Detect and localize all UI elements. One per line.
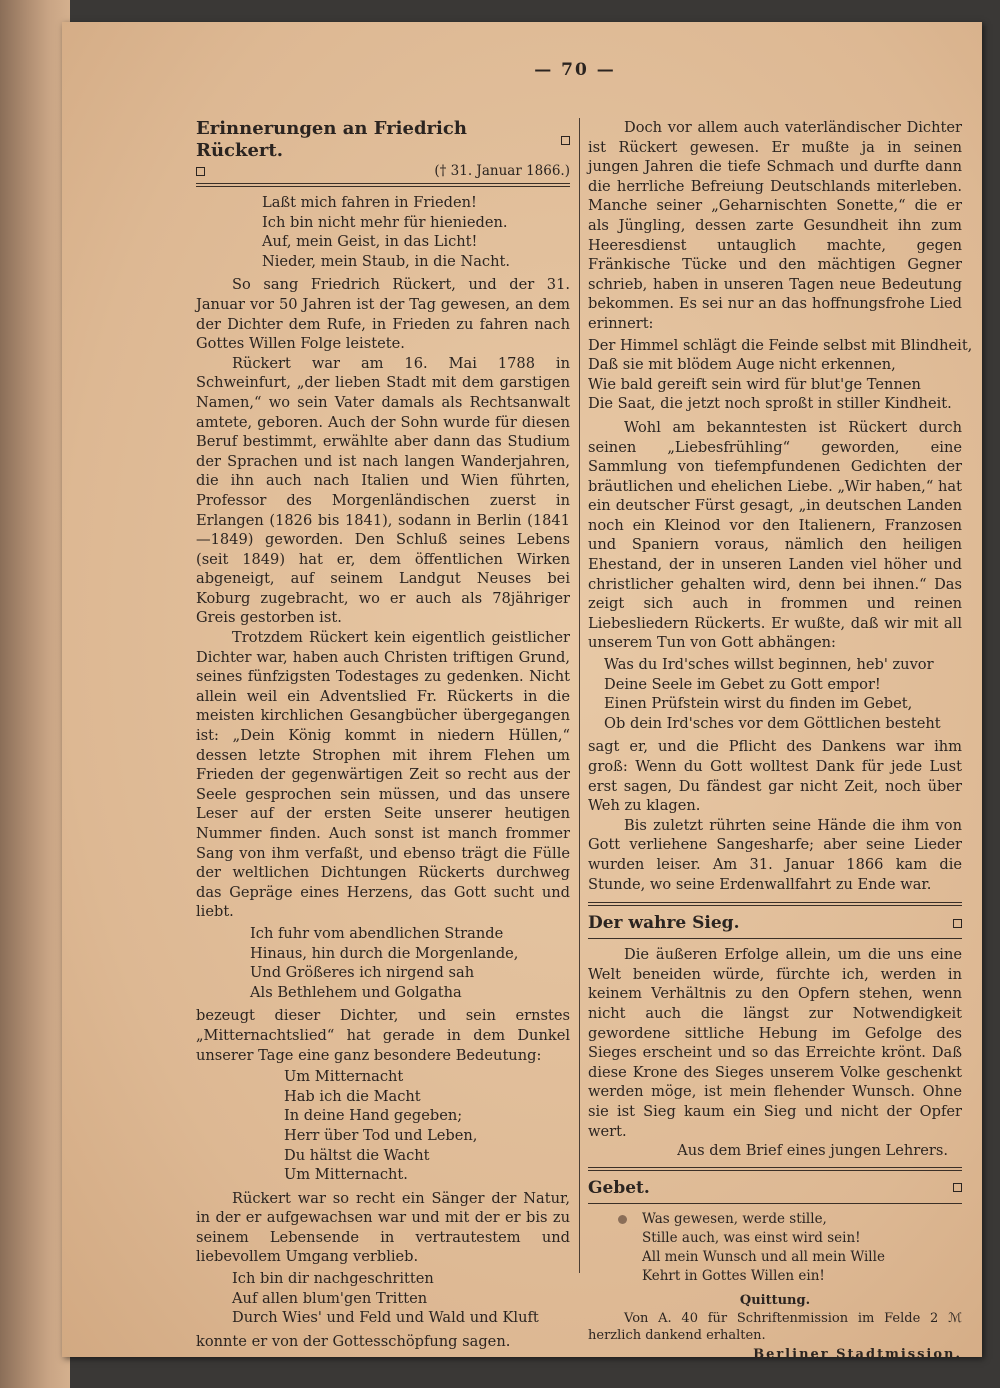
article-title-row <box>196 118 570 162</box>
section-title-row <box>588 1177 962 1199</box>
verse-line: Einen Prüfstein wirst du finden im Gebet, <box>604 695 913 713</box>
paragraph: Bis zuletzt rührten seine Hände die ihm von Gott verliehene Sangesharfe; aber seine Lieder wurden leiser. Am 31. Januar 1866 kam die Stunde, wo seine Erdenwallfahrt zu Ende war. <box>588 816 962 893</box>
verse-abendlichen-strande <box>250 924 570 1002</box>
verse-line: Und Größeres ich nirgend sah <box>250 964 475 982</box>
paragraph: konnte er von der Gottesschöpfung sagen. <box>196 1332 511 1350</box>
death-date: († 31. Januar 1866.) <box>434 163 570 179</box>
verse-line: Was gewesen, werde stille, <box>642 1210 962 1229</box>
verse-line: Durch Wies' und Feld und Wald und Kluft <box>232 1309 539 1327</box>
paragraph: sagt er, und die Pflicht des Dankens war ihm groß: Wenn du Gott wolltest Dank für jede Lust erst sagen, Du fändest gar nicht Zeit, noch über Weh zu klagen. <box>588 738 962 815</box>
verse-mitternacht <box>284 1067 570 1185</box>
section-title: Der wahre Sieg. <box>588 913 740 934</box>
verse-line: Auf allen blum'gen Tritten <box>232 1289 428 1307</box>
paragraph: Die äußeren Erfolge allein, um die uns eine Welt beneiden würde, fürchte ich, werden in keinem Verhältnis zu den Opfern stehen, wenn nicht auch die längst zur Notwendigkeit gewordene sittliche Hebung im Gefolge des Sieges erscheint und so das Erreichte krönt. Daß diese Krone des Sieges unserem Volke geschenkt werden möge, ist mein flehender Wunsch. Ohne sie ist Sieg kaum ein Sieg und nicht der Opfer wert. <box>588 946 962 1140</box>
paper-stain-icon <box>618 1215 627 1224</box>
verse-laszt-mich <box>262 193 570 271</box>
verse-nachgeschritten <box>232 1269 570 1328</box>
verse-line: Kehrt in Gottes Willen ein! <box>642 1267 825 1284</box>
receipt-signature: Berliner Stadtmission. <box>753 1346 962 1362</box>
paragraph: bezeugt dieser Dichter, und sein ernstes „Mitternachtslied“ hat gerade in dem Dunkel unserer Tage eine ganz besondere Bedeutung: <box>196 1007 570 1064</box>
prayer-verse <box>642 1210 962 1286</box>
right-column <box>588 118 973 1364</box>
verse-line: In deine Hand gegeben; <box>284 1107 463 1125</box>
verse-line: Ob dein Ird'sches vor dem Göttlichen besteht <box>604 714 941 732</box>
verse-line: Als Bethlehem und Golgatha <box>250 983 462 1001</box>
verse-line: Du hältst die Wacht <box>284 1146 430 1164</box>
verse-irdsches <box>604 655 962 733</box>
verse-line: Laßt mich fahren in Frieden! <box>262 194 477 211</box>
book-spine-edge <box>0 0 70 1388</box>
paragraph: Rückert war am 16. Mai 1788 in Schweinfurt, „der lieben Stadt mit dem garstigen Namen,“ wo sein Vater damals als Rechtsanwalt amtete, geboren. Auch der Sohn wurde für diesen Beruf bestimmt, erwählte aber dann das Studium der Sprachen und ist nach langen Wanderjahren, die ihn auch nach Italien und Wien führten, Professor des Morgenländischen zuerst in Erlangen (1826 bis 1841), sodann in Berlin (1841—1849) geworden. Den Schluß seines Lebens (seit 1849) hat er, dem öffentlichen Wirken abgeneigt, auf seinem Landgut Neuses bei Koburg zugebracht, wo er auch als 78jähriger Greis gestorben ist. <box>196 354 570 627</box>
receipt-text: Von A. 40 für Schriftenmission im Felde 2 ℳ herzlich dankend erhalten. <box>588 1310 962 1343</box>
verse-line: All mein Wunsch und all mein Wille <box>642 1248 885 1265</box>
section-rule <box>588 1167 962 1171</box>
verse-line: Ich bin dir nachgeschritten <box>232 1270 434 1288</box>
article-subtitle-row <box>196 162 570 180</box>
ornament-square-icon <box>953 1183 962 1192</box>
paragraph: Trotzdem Rückert kein eigentlich geistlicher Dichter war, haben auch Christen triftigen Grund, seines fünfzigsten Todestages zu gedenken. Nicht allein weil ein Adventslied Fr. Rückerts in die meisten kirchlichen Gesangbücher übergegangen ist: „Dein König kommt in niedern Hüllen,“ dessen letzte Strophen mit ihrem Flehen um Frieden der gegenwärtigen Zeit so recht aus der Seele gesprochen sein müssen, und das unsere Leser auf der ersten Seite unserer heutigen Nummer finden. Auch sonst ist manch frommer Sang von ihm verfaßt, und ebenso trägt die Fülle der weltlichen Dichtungen Rückerts durchweg das Gepräge eines Herzens, das Gott sucht und liebt. <box>196 629 570 921</box>
page-number: — 70 — <box>534 60 616 80</box>
verse-line: Was du Ird'sches willst beginnen, heb' zuvor <box>604 656 934 674</box>
paragraph: So sang Friedrich Rückert, und der 31. Januar vor 50 Jahren ist der Tag gewesen, an dem der Dichter dem Rufe, in Frieden zu fahren nach Gottes Willen Folge leistete. <box>196 276 570 353</box>
section-rule <box>588 1203 962 1204</box>
section-rule <box>588 902 962 906</box>
verse-line: Der Himmel schlägt die Feinde selbst mit Blindheit, <box>588 336 973 354</box>
section-rule <box>588 938 962 939</box>
section-title-row <box>588 912 962 934</box>
column-divider <box>579 118 580 1273</box>
left-column <box>196 118 570 1351</box>
article-title: Erinnerungen an Friedrich Rückert. <box>196 118 467 161</box>
title-rule <box>196 183 570 187</box>
verse-line: Deine Seele im Gebet zu Gott empor! <box>604 675 881 693</box>
ornament-square-icon <box>953 919 962 928</box>
ornament-square-icon <box>561 136 570 145</box>
source-signature: Aus dem Brief eines jungen Lehrers. <box>677 1142 948 1160</box>
verse-line: Ich bin nicht mehr für hienieden. <box>262 213 508 231</box>
verse-line: Herr über Tod und Leben, <box>284 1126 478 1144</box>
ornament-square-icon <box>196 167 205 176</box>
paragraph: Doch vor allem auch vaterländischer Dichter ist Rückert gewesen. Er mußte ja in seinen jungen Jahren die tiefe Schmach und durfte dann die herrliche Befreiung Deutschlands miterleben. Manche seiner „Geharnischten Sonette,“ die er als Jüngling, dessen zarte Gesundheit ihn zum Heeresdienst untauglich machte, gegen Fränkische Tücke und den mächtigen Gegner schrieb, haben in unseren Tagen neue Bedeutung bekommen. Es sei nur an das hoffnungsfrohe Lied erinnert: <box>588 119 962 332</box>
verse-line: Auf, mein Geist, in das Licht! <box>262 233 478 251</box>
verse-line: Hab ich die Macht <box>284 1087 421 1105</box>
receipt-title: Quittung. <box>739 1292 811 1308</box>
paragraph: Wohl am bekanntesten ist Rückert durch seinen „Liebesfrühling“ geworden, eine Sammlung von tiefempfundenen Gedichten der bräutlichen und ehelichen Liebe. „Wir haben,“ hat ein deutscher Fürst gesagt, „in deutschen Landen noch ein Kleinod vor den Italienern, Franzosen und Spaniern voraus, nämlich den heiligen Ehestand, der in unseren Landen viel höher und christlicher gehalten wird, denn bei ihnen.“ Das zeigt sich auch in frommen und reinen Liebesliedern Rückerts. Er wußte, daß wir mit all unserem Tun von Gott abhängen: <box>588 418 962 652</box>
verse-himmel <box>588 336 973 414</box>
verse-line: Hinaus, hin durch die Morgenlande, <box>250 944 519 962</box>
verse-line: Um Mitternacht. <box>284 1166 408 1184</box>
verse-line: Nieder, mein Staub, in die Nacht. <box>262 252 511 270</box>
verse-line: Stille auch, was einst wird sein! <box>642 1229 861 1246</box>
verse-line: Die Saat, die jetzt noch sproßt in stiller Kindheit. <box>588 395 952 413</box>
verse-line: Um Mitternacht <box>284 1068 404 1086</box>
paragraph: Rückert war so recht ein Sänger der Natur, in der er aufgewachsen war und mit der er bis zu seinem Lebensende in vertrautestem und liebevollem Umgang verblieb. <box>196 1189 570 1266</box>
verse-line: Ich fuhr vom abendlichen Strande <box>250 924 504 942</box>
verse-line: Wie bald gereift sein wird für blut'ge Tennen <box>588 375 921 393</box>
section-title: Gebet. <box>588 1177 650 1198</box>
verse-line: Daß sie mit blödem Auge nicht erkennen, <box>588 356 896 374</box>
